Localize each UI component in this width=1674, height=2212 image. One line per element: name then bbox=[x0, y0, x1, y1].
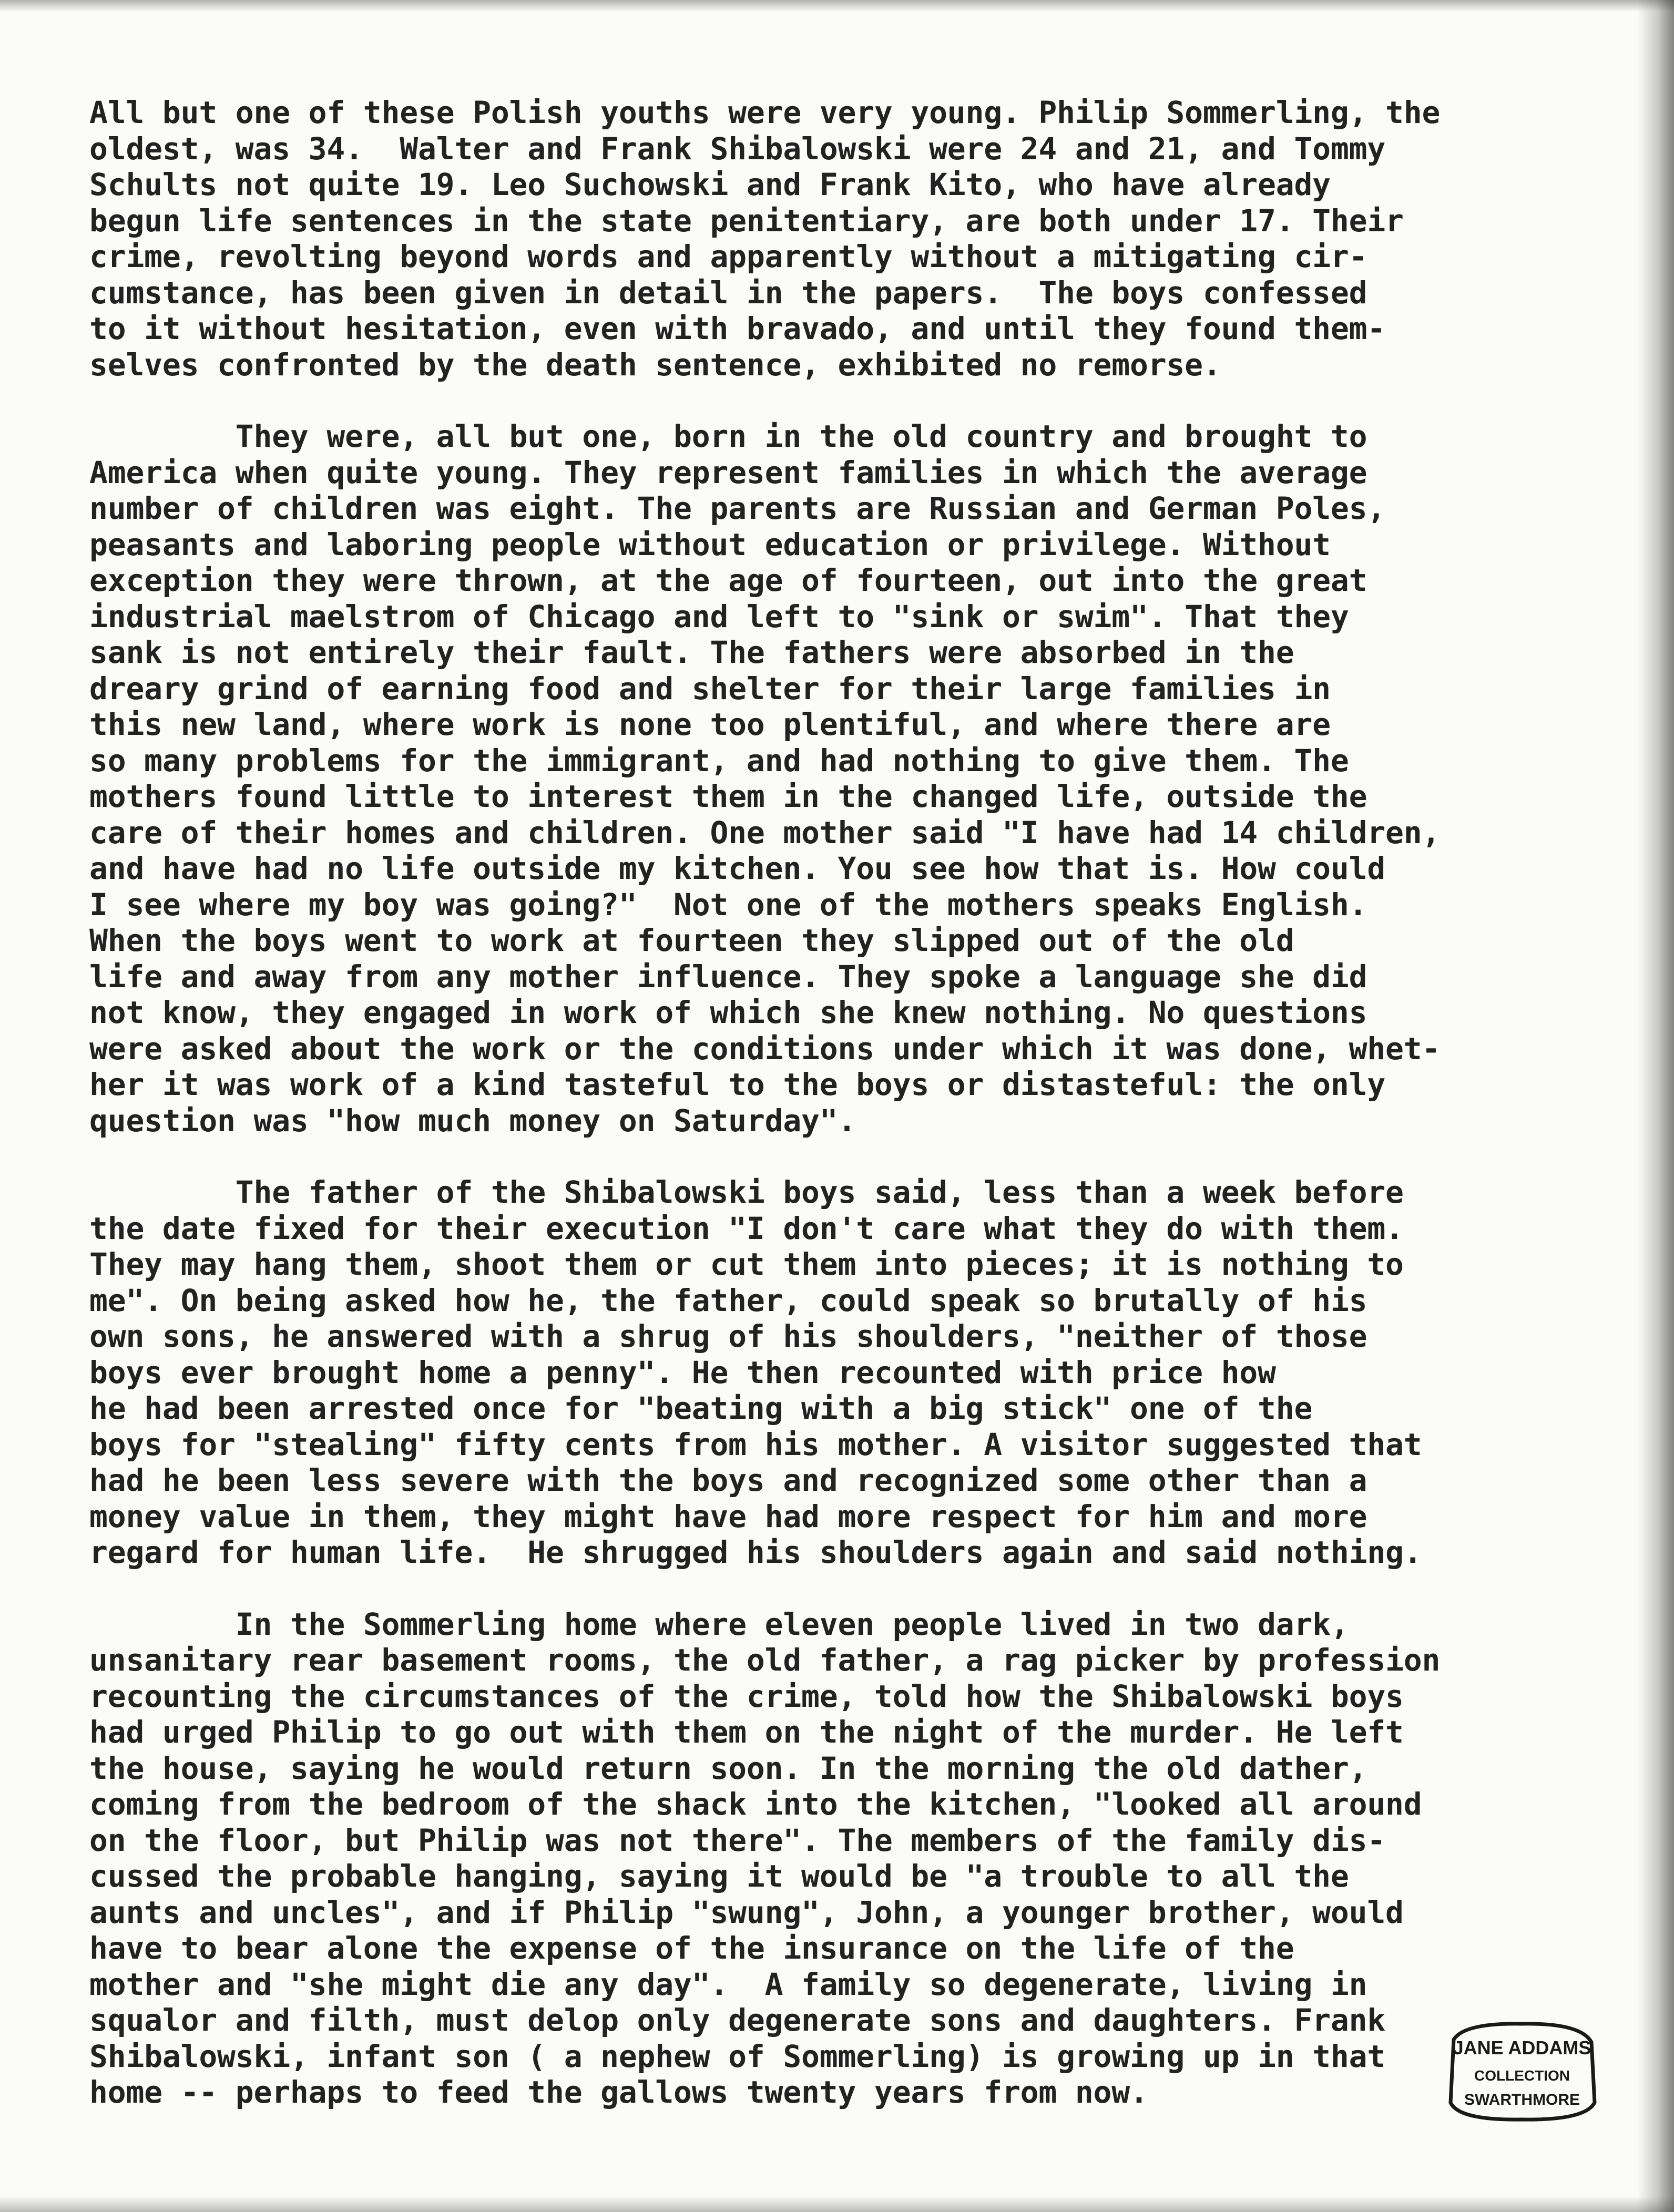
text-line: crime, revolting beyond words and apparently without a mitigating cir- bbox=[89, 239, 1367, 274]
text-line: question was "how much money on Saturday". bbox=[89, 1102, 856, 1139]
stamp-line-2: COLLECTION bbox=[1474, 2067, 1570, 2084]
text-line: Shibalowski, infant son ( a nephew of Sommerling) is growing up in that bbox=[89, 2038, 1386, 2074]
scan-edge-bottom bbox=[0, 2196, 1674, 2212]
text-line: When the boys went to work at fourteen they slipped out of the old bbox=[89, 923, 1294, 958]
text-line: mothers found little to interest them in the changed life, outside the bbox=[89, 779, 1367, 814]
text-line: had he been less severe with the boys and recognized some other than a bbox=[89, 1462, 1367, 1498]
paragraph bbox=[89, 1606, 1540, 2111]
text-line: America when quite young. They represent families in which the average bbox=[89, 454, 1367, 490]
text-line: mother and "she might die any day". A family so degenerate, living in bbox=[89, 1966, 1367, 2002]
text-line: to it without hesitation, even with bravado, and until they found them- bbox=[89, 311, 1386, 346]
text-line: In the Sommerling home where eleven people lived in two dark, bbox=[89, 1606, 1349, 1642]
text-line: this new land, where work is none too plentiful, and where there are bbox=[89, 706, 1331, 742]
text-line: All but one of these Polish youths were very young. Philip Sommerling, the bbox=[89, 95, 1441, 130]
text-line: life and away from any mother influence. They spoke a language she did bbox=[89, 958, 1367, 995]
text-line: boys for "stealing" fifty cents from his mother. A visitor suggested that bbox=[89, 1426, 1422, 1462]
text-line: money value in them, they might have had more respect for him and more bbox=[89, 1498, 1367, 1534]
text-line: They were, all but one, born in the old country and brought to bbox=[89, 418, 1367, 454]
text-line: home -- perhaps to feed the gallows twenty years from now. bbox=[89, 2074, 1148, 2110]
text-line: he had been arrested once for "beating with a big stick" one of the bbox=[89, 1390, 1313, 1426]
text-line: squalor and filth, must delop only degenerate sons and daughters. Frank bbox=[89, 2002, 1386, 2038]
text-line: I see where my boy was going?" Not one of the mothers speaks English. bbox=[89, 886, 1367, 923]
text-line: were asked about the work or the conditions under which it was done, whet- bbox=[89, 1030, 1441, 1067]
text-line: had urged Philip to go out with them on the night of the murder. He left bbox=[89, 1714, 1404, 1750]
text-line: and have had no life outside my kitchen. You see how that is. How could bbox=[89, 851, 1386, 886]
text-line: recounting the circumstances of the crime, told how the Shibalowski boys bbox=[89, 1678, 1404, 1714]
text-line: oldest, was 34. Walter and Frank Shibalowski were 24 and 21, and Tommy bbox=[89, 130, 1386, 167]
scan-edge-right bbox=[1637, 0, 1674, 2212]
stamp-line-3: SWARTHMORE bbox=[1464, 2091, 1580, 2108]
paragraph bbox=[89, 1174, 1540, 1571]
text-line: number of children was eight. The parents are Russian and German Poles, bbox=[89, 490, 1386, 526]
paragraph bbox=[89, 95, 1540, 383]
text-line: peasants and laboring people without education or privilege. Without bbox=[89, 526, 1331, 562]
text-line: regard for human life. He shrugged his shoulders again and said nothing. bbox=[89, 1534, 1422, 1570]
text-line: aunts and uncles", and if Philip "swung", John, a younger brother, would bbox=[89, 1894, 1404, 1930]
text-line: care of their homes and children. One mother said "I have had 14 children, bbox=[89, 814, 1441, 851]
stamp-outline bbox=[1443, 2019, 1601, 2124]
text-line: boys ever brought home a penny". He then recounted with price how bbox=[89, 1354, 1276, 1390]
text-line: sank is not entirely their fault. The fathers were absorbed in the bbox=[89, 634, 1294, 670]
text-line: not know, they engaged in work of which she knew nothing. No questions bbox=[89, 995, 1367, 1030]
text-line: me". On being asked how he, the father, could speak so brutally of his bbox=[89, 1282, 1367, 1318]
text-line: coming from the bedroom of the shack into the kitchen, "looked all around bbox=[89, 1786, 1422, 1822]
text-line: cussed the probable hanging, saying it would be "a trouble to all the bbox=[89, 1858, 1349, 1894]
scan-edge-top bbox=[0, 0, 1674, 12]
text-line: begun life sentences in the state penitentiary, are both under 17. Their bbox=[89, 202, 1404, 239]
text-line: exception they were thrown, at the age of fourteen, out into the great bbox=[89, 562, 1367, 598]
text-line: on the floor, but Philip was not there". The members of the family dis- bbox=[89, 1822, 1386, 1858]
text-line: cumstance, has been given in detail in the papers. The boys confessed bbox=[89, 274, 1367, 311]
text-line: the date fixed for their execution "I don't care what they do with them. bbox=[89, 1210, 1404, 1246]
text-line: They may hang them, shoot them or cut them into pieces; it is nothing to bbox=[89, 1246, 1404, 1282]
text-line: have to bear alone the expense of the insurance on the life of the bbox=[89, 1930, 1294, 1966]
text-line: so many problems for the immigrant, and had nothing to give them. The bbox=[89, 742, 1349, 779]
archive-stamp bbox=[1443, 2019, 1601, 2124]
typewritten-body bbox=[89, 95, 1540, 2146]
text-line: own sons, he answered with a shrug of his shoulders, "neither of those bbox=[89, 1318, 1367, 1354]
text-line: Schults not quite 19. Leo Suchowski and Frank Kito, who have already bbox=[89, 167, 1331, 202]
text-line: her it was work of a kind tasteful to the boys or distasteful: the only bbox=[89, 1067, 1386, 1102]
text-line: selves confronted by the death sentence, exhibited no remorse. bbox=[89, 346, 1221, 383]
text-line: the house, saying he would return soon. In the morning the old dather, bbox=[89, 1750, 1367, 1786]
text-line: industrial maelstrom of Chicago and left to "sink or swim". That they bbox=[89, 598, 1349, 634]
text-line: The father of the Shibalowski boys said, less than a week before bbox=[89, 1174, 1404, 1210]
stamp-line-1: JANE ADDAMS bbox=[1453, 2037, 1591, 2059]
text-line: dreary grind of earning food and shelter for their large families in bbox=[89, 670, 1331, 706]
paragraph bbox=[89, 418, 1540, 1139]
text-line: unsanitary rear basement rooms, the old father, a rag picker by profession bbox=[89, 1642, 1441, 1678]
